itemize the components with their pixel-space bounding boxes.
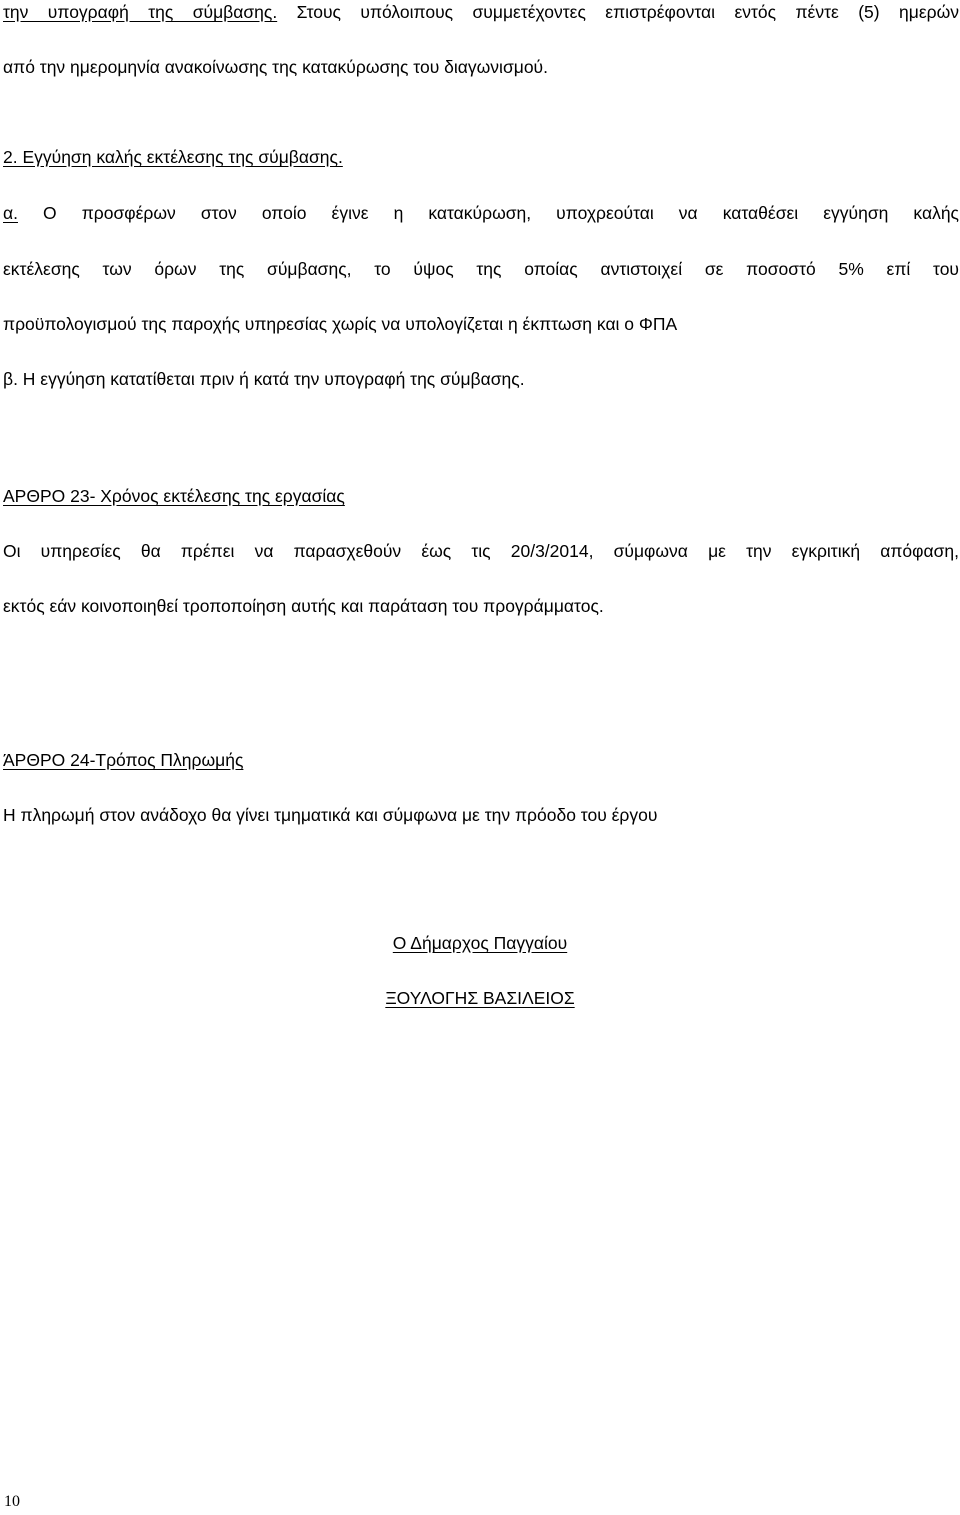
article-24-heading: ΆΡΘΡΟ 24-Τρόπος Πληρωμής: [3, 750, 244, 770]
text-fragment: Ο προσφέρων στον οποίο έγινε η κατακύρωση, υποχρεούται να καταθέσει εγγύηση καλής: [17, 203, 959, 223]
paragraph-line: Η πληρωμή στον ανάδοχο θα γίνει τμηματικά και σύμφωνα με την πρόοδο του έργου: [3, 805, 658, 825]
paragraph-line: εκτός εάν κοινοποιηθεί τροποποίηση αυτής και παράταση του προγράμματος.: [3, 596, 604, 616]
paragraph-line: προϋπολογισμού της παροχής υπηρεσίας χωρίς να υπολογίζεται η έκπτωση και ο ΦΠΑ: [3, 314, 678, 334]
paragraph-line: [3, 1, 959, 23]
signature-title: Ο Δήμαρχος Παγγαίου: [392, 933, 568, 953]
paragraph-line: β. Η εγγύηση κατατίθεται πριν ή κατά την υπογραφή της σύμβασης.: [3, 369, 525, 389]
underlined-fragment: την υπογραφή της σύμβασης.: [3, 2, 278, 22]
paragraph-line: εκτέλεσης των όρων της σύμβασης, το ύψος της οποίας αντιστοιχεί σε ποσοστό 5% επί του: [3, 259, 959, 279]
paragraph-line: [3, 202, 959, 224]
article-23-heading: ΑΡΘΡΟ 23- Χρόνος εκτέλεσης της εργασίας: [3, 486, 345, 506]
signature-name: ΞΟΥΛΟΓΗΣ ΒΑΣΙΛΕΙΟΣ: [385, 988, 575, 1008]
paragraph-line: από την ημερομηνία ανακοίνωσης της κατακύρωσης του διαγωνισμού.: [3, 57, 548, 77]
text-fragment: Στους υπόλοιπους συμμετέχοντες επιστρέφονται εντός πέντε (5) ημερών: [277, 2, 959, 22]
section-subheading: 2. Εγγύηση καλής εκτέλεσης της σύμβασης.: [3, 147, 343, 167]
paragraph-line: Οι υπηρεσίες θα πρέπει να παρασχεθούν έως τις 20/3/2014, σύμφωνα με την εγκριτική απόφαση,: [3, 541, 959, 561]
page-number: 10: [4, 1493, 20, 1510]
item-marker: α.: [3, 203, 18, 223]
